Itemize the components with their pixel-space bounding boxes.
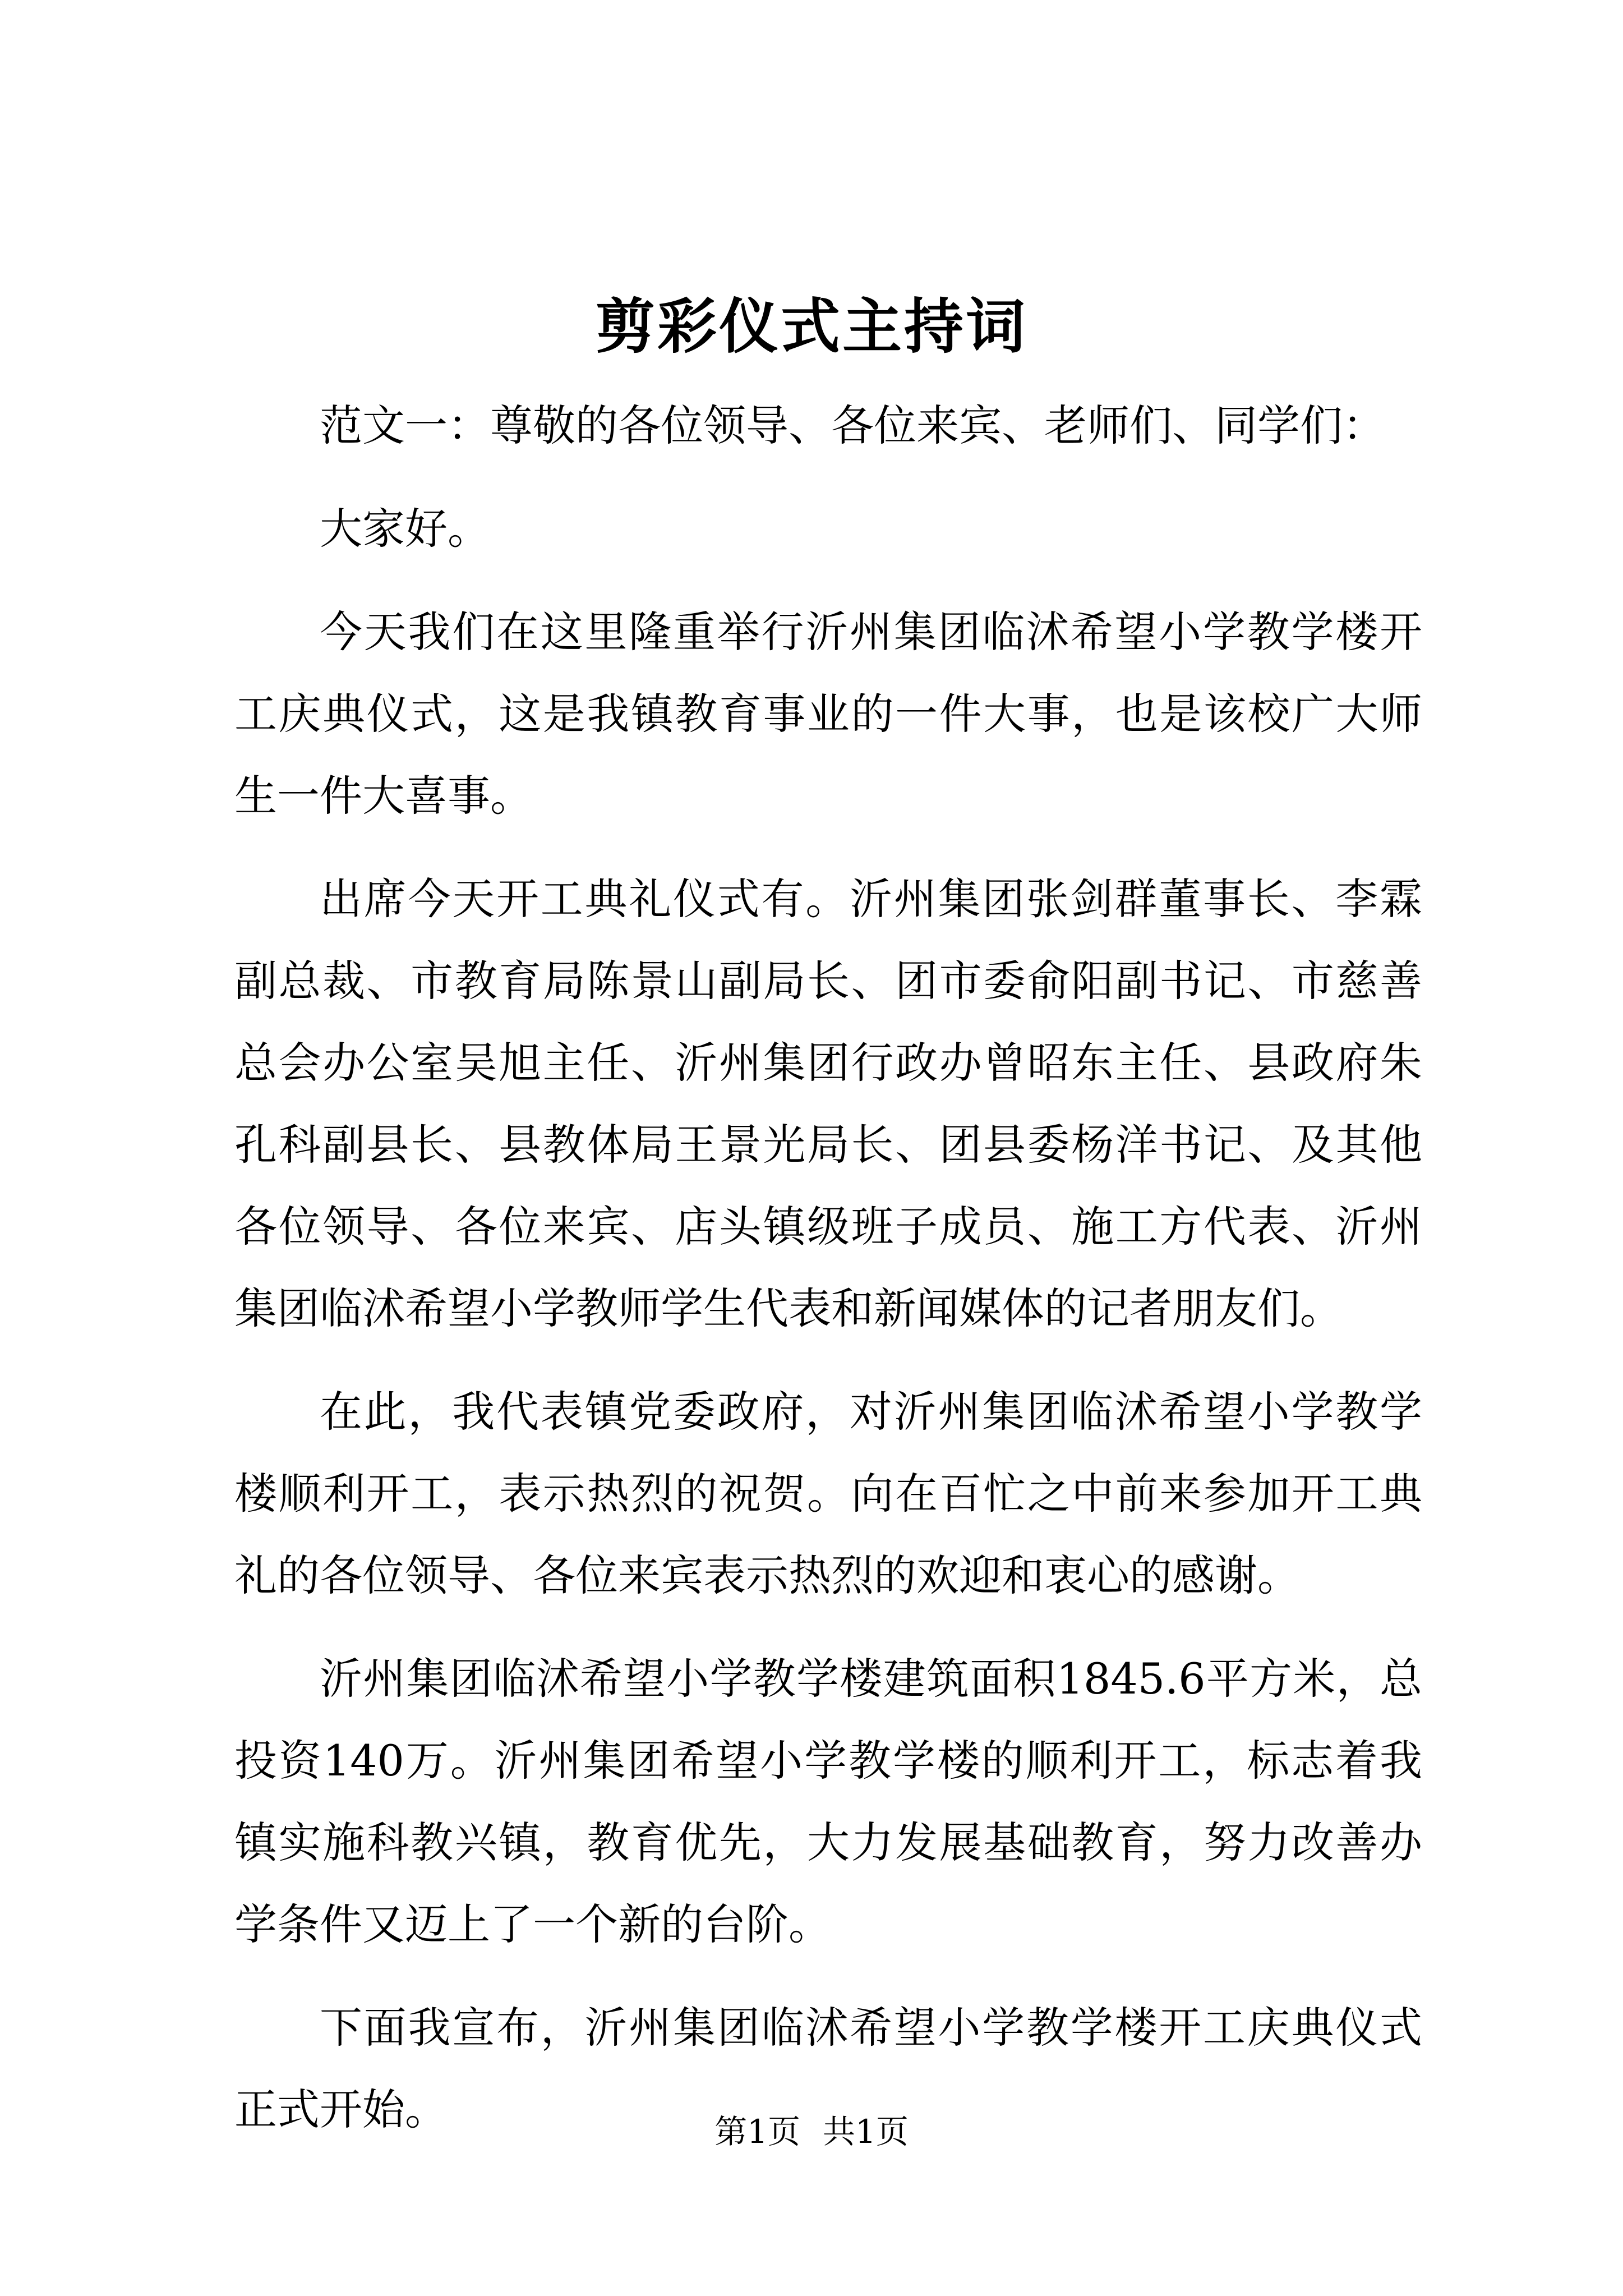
page-number: 第1页 xyxy=(714,2113,800,2151)
document-body xyxy=(234,385,1422,2172)
paragraph-attendees: 出席今天开工典礼仪式有。沂州集团张剑群董事长、李霖副总裁、市教育局陈景山副局长、团市委俞阳副书记、市慈善总会办公室吴旭主任、沂州集团行政办曾昭东主任、县政府朱孔科副县长、县教体局王景光局长、团县委杨洋书记、及其他各位领导、各位来宾、店头镇级班子成员、施工方代表、沂州集团临沭希望小学教师学生代表和新闻媒体的记者朋友们。 xyxy=(234,874,1422,1333)
paragraph-congratulations: 在此，我代表镇党委政府，对沂州集团临沭希望小学教学楼顺利开工，表示热烈的祝贺。向在百忙之中前来参加开工典礼的各位领导、各位来宾表示热烈的欢迎和衷心的感谢。 xyxy=(234,1387,1422,1600)
document-title: 剪彩仪式主持词 xyxy=(596,291,1027,361)
paragraph-greeting: 大家好。 xyxy=(320,504,490,554)
paragraph-event-intro: 今天我们在这里隆重举行沂州集团临沭希望小学教学楼开工庆典仪式，这是我镇教育事业的一件大事，也是该校广大师生一件大喜事。 xyxy=(234,607,1422,821)
paragraph-salutation: 范文一：尊敬的各位领导、各位来宾、老师们、同学们： xyxy=(320,401,1385,450)
paragraph-announcement: 下面我宣布，沂州集团临沭希望小学教学楼开工庆典仪式正式开始。 xyxy=(234,2003,1422,2134)
page-footer xyxy=(0,2109,1623,2154)
page-total: 共1页 xyxy=(823,2113,909,2151)
paragraph-building-details: 沂州集团临沭希望小学教学楼建筑面积1845.6平方米，总投资140万。沂州集团希望小学教学楼的顺利开工，标志着我镇实施科教兴镇，教育优先，大力发展基础教育，努力改善办学条件又迈上了一个新的台阶。 xyxy=(234,1654,1422,1949)
